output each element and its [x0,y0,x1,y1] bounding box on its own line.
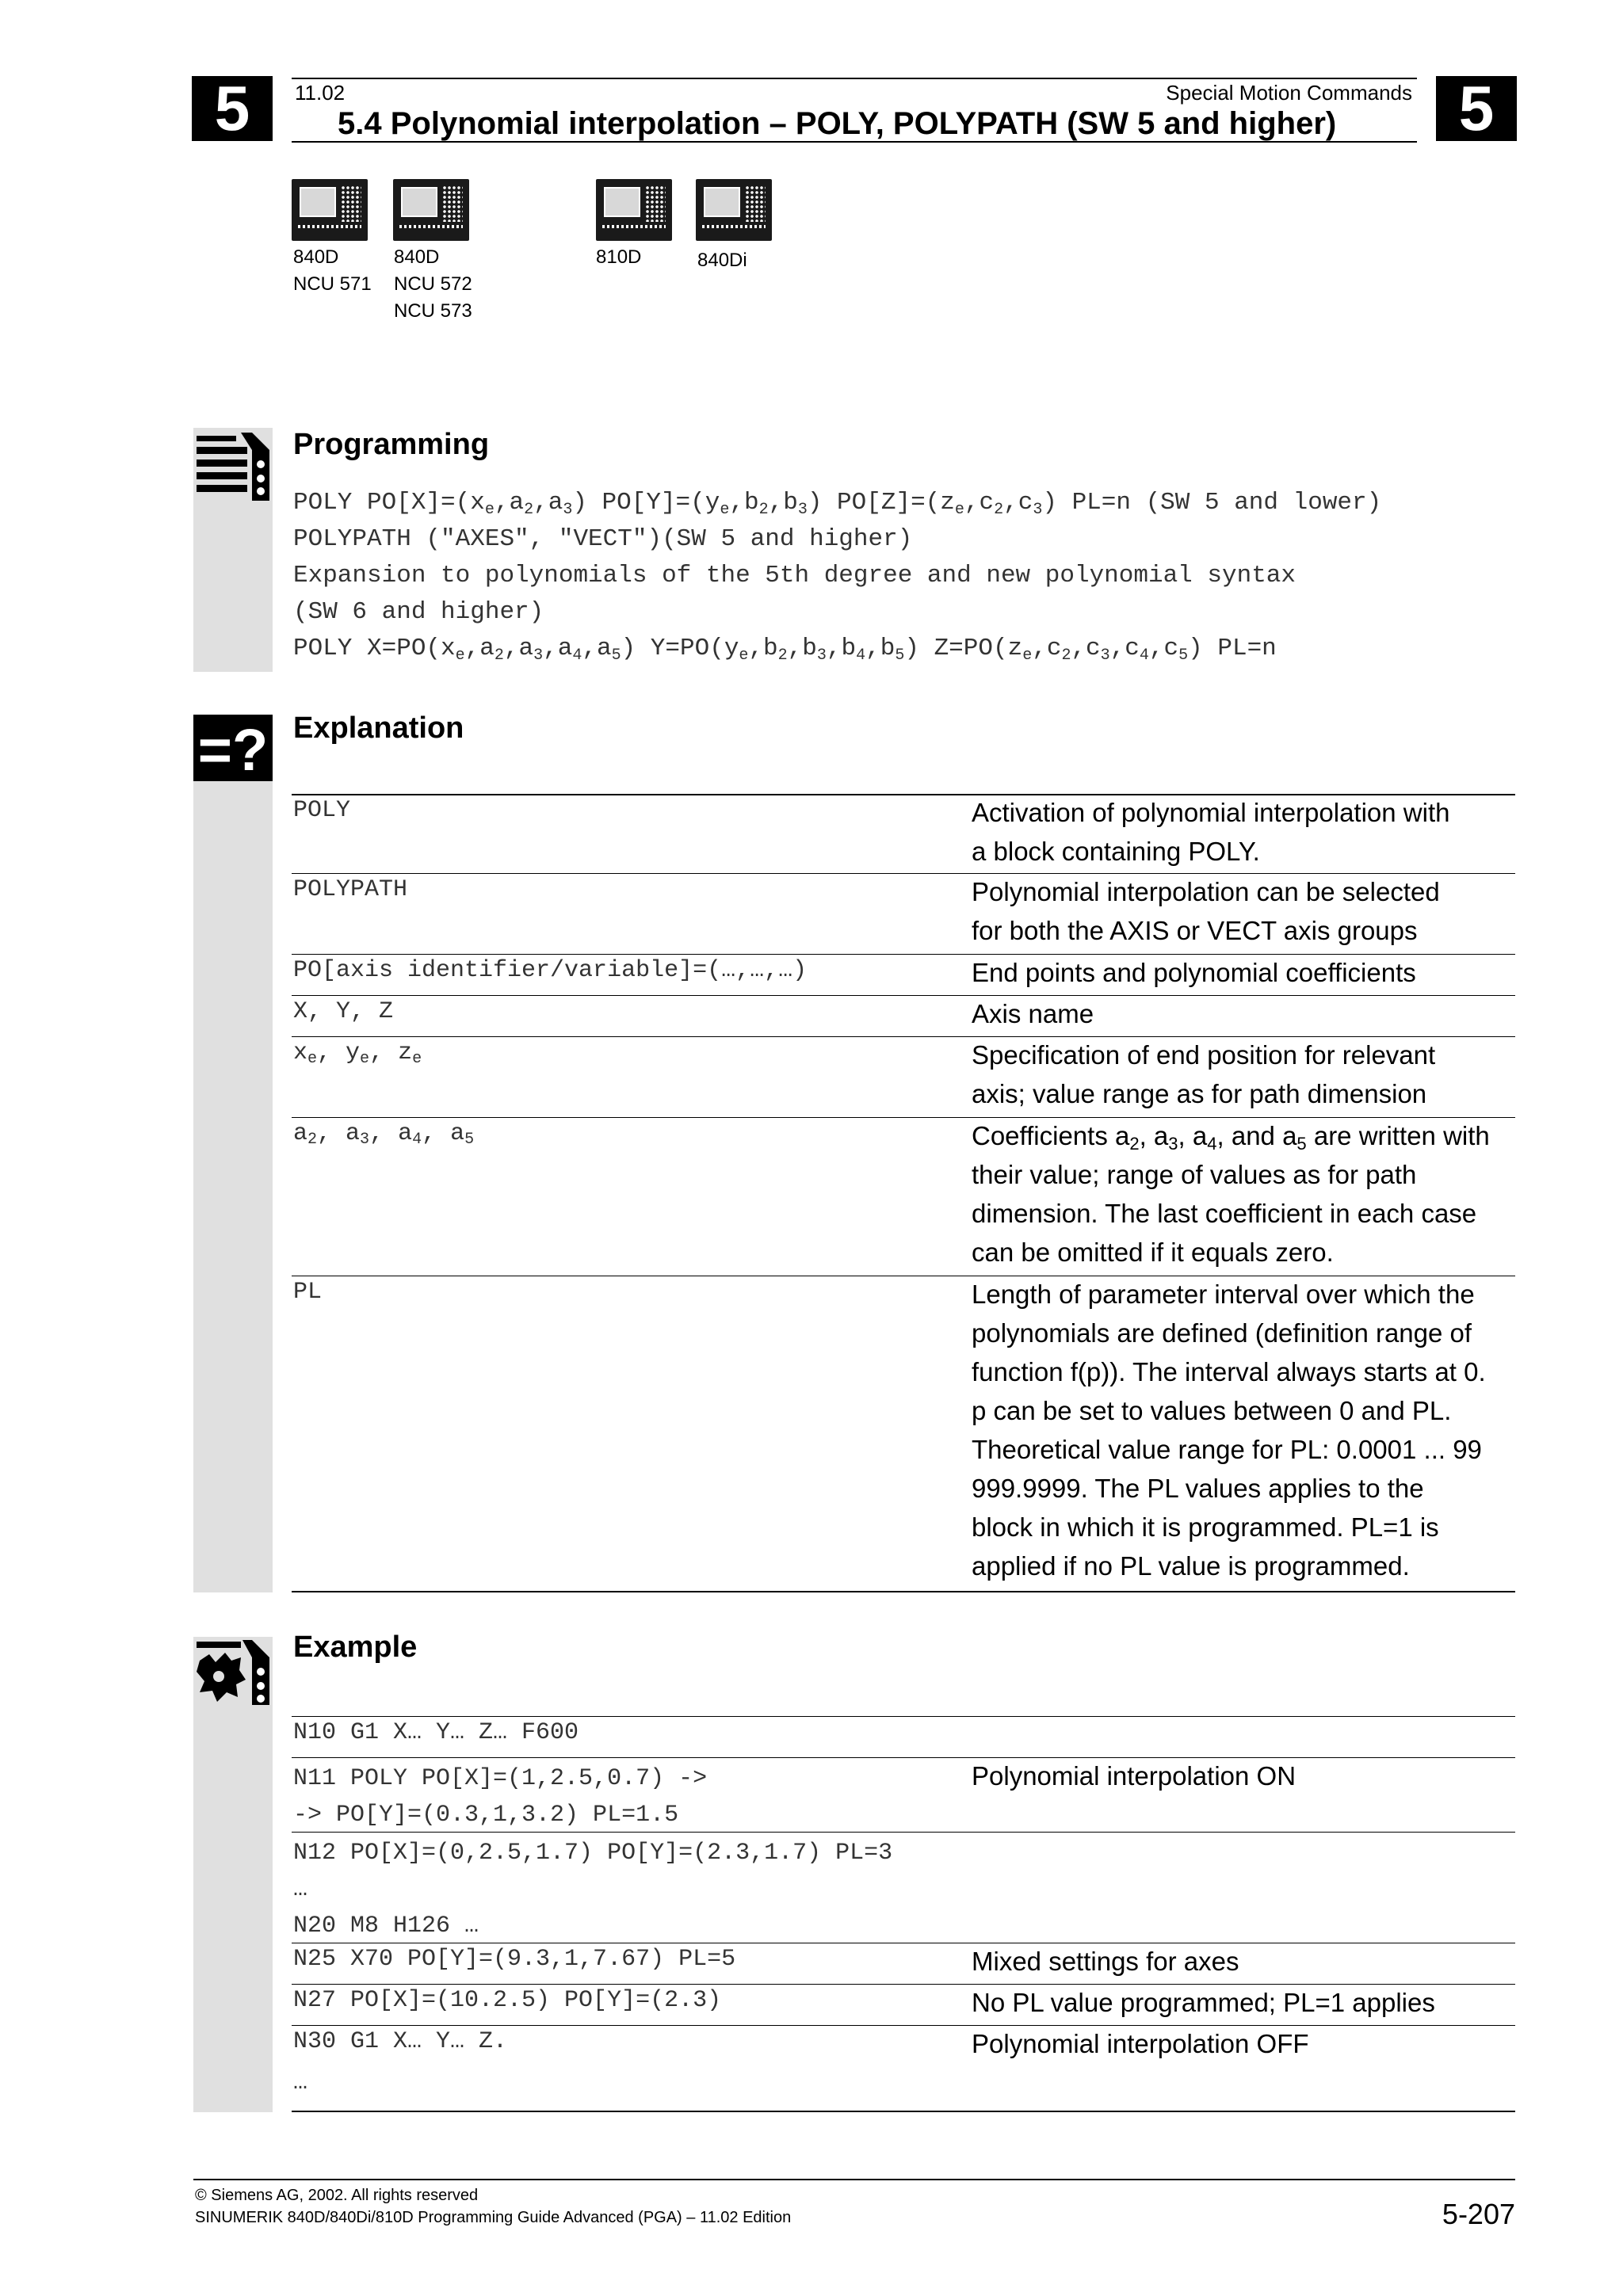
desc-cell: Length of parameter interval over which the polynomials are defined (definition range of function f(p)). The interval always starts at 0. p can be set to values between 0 and PL. Theoretical value range for PL: 0.0001 ... 99 999.9999. The PL values applies to the block in which it is programmed. PL=1 is applied if no PL value is programmed. [972,1280,1486,1581]
svg-text:=?: =? [197,717,269,781]
desc-cell: Activation of polynomial interpolation with a block containing POLY. [972,798,1450,866]
programming-title: Programming [293,428,490,461]
header-chapter-title: Special Motion Commands [1166,81,1412,105]
margin-bar-example [193,1637,273,2112]
syntax-line: POLYPATH ("AXES", "VECT")(SW 5 and higher) [293,525,913,553]
control-panel-icon [596,179,672,241]
desc-cell: Coefficients $a_2$, $a_3$, $a_4$, and $a_5$ are written with their value; range of values as for path dimension. The last coefficient in each case can be omitted if it equals zero. [972,1121,1490,1267]
example-code: N30 G1 X… Y… Z. [293,2028,508,2055]
header-version: 11.02 [295,81,346,105]
example-comment: No PL value programmed; PL=1 applies [972,1988,1435,2017]
example-icon [193,1637,273,1705]
device-label: 840D NCU 572 NCU 573 [394,246,472,322]
example-code: N25 X70 PO[Y]=(9.3,1,7.67) PL=5 [293,1946,736,1973]
example-comment: Polynomial interpolation OFF [972,2029,1309,2058]
table-rule [292,2025,1515,2026]
example-code: N11 POLY PO[X]=(1,2.5,0.7) -> -> PO[Y]=(0.3,1,3.2) PL=1.5 [293,1765,708,1829]
device-label: 840D NCU 571 [293,246,372,295]
example-comment: Mixed settings for axes [972,1947,1239,1976]
footer-doc-title: SINUMERIK 840D/840Di/810D Programming Guide Advanced (PGA) – 11.02 Edition [195,2209,792,2226]
desc-cell: Specification of end position for relevant axis; value range as for path dimension [972,1040,1436,1108]
footer-copyright: © Siemens AG, 2002. All rights reserved [195,2187,479,2204]
desc-cell: End points and polynomial coefficients [972,958,1416,987]
page-number: 5-207 [1442,2198,1515,2230]
example-code: N12 PO[X]=(0,2.5,1.7) PO[Y]=(2.3,1.7) PL=3 … N20 M8 H126 … [293,1840,893,1939]
table-rule [292,995,1515,996]
term-cell: $a_2$, $a_3$, $a_4$, $a_5$ [293,1120,475,1149]
device-label: 810D [596,246,642,268]
syntax-line: POLY $X=PO(x_e,a_2,a_3,a_4,a_5)$ $Y=PO(y_e,b_2,b_3,b_4,b_5)$ $Z=PO(z_e,c_2,c_3,c_4,c_5)$ PL=n [293,635,1277,665]
control-panel-icon [696,179,772,241]
margin-bar-explanation [193,715,273,1592]
table-rule [292,2111,1515,2112]
table-rule [292,1716,1515,1717]
programming-icon [193,429,273,501]
footer-rule [193,2179,1515,2180]
desc-cell: Axis name [972,999,1094,1028]
table-rule [292,1832,1515,1833]
example-code: N10 G1 X… Y… Z… F600 [293,1719,579,1746]
header-rule-bottom [292,141,1417,143]
term-cell: POLY [293,797,351,824]
control-panel-icon [393,179,469,241]
syntax-line: (SW 6 and higher) [293,598,544,626]
explanation-title: Explanation [293,711,464,745]
term-cell: $x_e$, $y_e$, $z_e$ [293,1039,422,1068]
table-rule [292,1757,1515,1758]
example-code: N27 PO[X]=(10.2.5) PO[Y]=(2.3) [293,1987,722,2014]
chapter-tab-left: 5 [192,76,273,141]
desc-cell: Polynomial interpolation can be selected for both the AXIS or VECT axis groups [972,877,1440,945]
term-cell: PL [293,1279,323,1306]
control-panel-icon [292,179,368,241]
term-cell: POLYPATH [293,876,408,903]
header-rule-top [292,78,1417,79]
example-comment: Polynomial interpolation ON [972,1761,1296,1791]
example-code: … [293,2069,308,2096]
syntax-line: Expansion to polynomials of the 5th degree and new polynomial syntax [293,562,1296,589]
example-title: Example [293,1630,418,1664]
syntax-line: POLY $PO[X]=(x_e,a_2,a_3)$ $PO[Y]=(y_e,b_2,b_3)$ $PO[Z]=(z_e,c_2,c_3)$ PL=n (SW 5 and lower) [293,489,1382,519]
term-cell: X, Y, Z [293,998,394,1025]
term-cell: PO[axis identifier/variable]=(…,…,…) [293,957,808,984]
question-icon [193,715,273,781]
table-rule [292,1591,1515,1592]
section-title: 5.4 Polynomial interpolation – POLY, POLYPATH (SW 5 and higher) [338,106,1337,141]
device-label: 840Di [697,250,747,271]
chapter-tab-right: 5 [1436,76,1517,141]
